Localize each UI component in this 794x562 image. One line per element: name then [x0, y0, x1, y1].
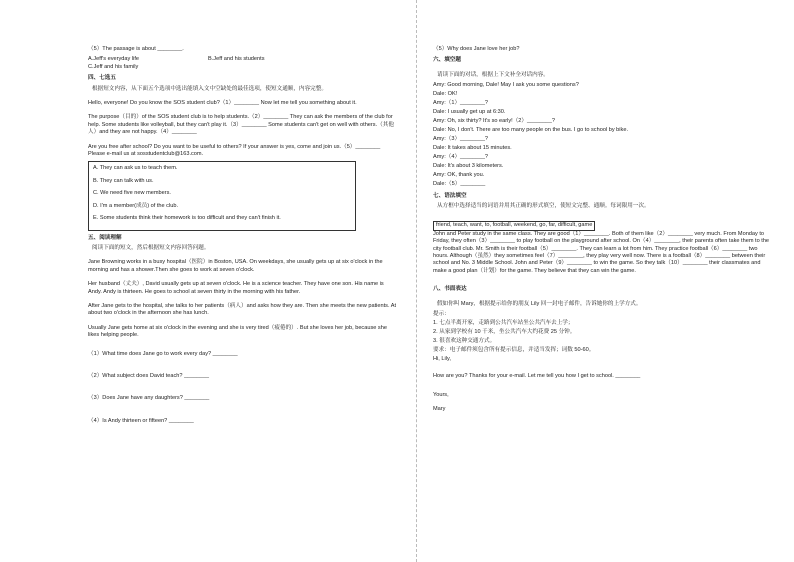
dialog-line: Dale: I usually get up at 6:30. — [433, 109, 506, 116]
writing-hints — [433, 311, 773, 363]
section-5-title: 五、阅读理解 — [88, 234, 122, 241]
letter-opening: How are you? Thanks for your e-mail. Let me tell you how I get to school. ________ — [433, 373, 641, 380]
right-column — [433, 46, 773, 416]
option-box-b: B. They can talk with us. — [93, 177, 154, 184]
options-box — [88, 161, 356, 230]
word-box: friend, teach, want, to, football, weekend, go, far, difficult, game — [433, 221, 595, 230]
option-a: A.Jeff's everyday life — [88, 56, 140, 63]
requirement: 要求：电子邮件须包含所有提示信息，并适当发挥；词数 50-60。 — [433, 347, 595, 354]
option-box-e: E. Some students think their homework is too difficult and they can't finish it. — [93, 215, 281, 222]
section-7-title: 七、语法填空 — [433, 192, 467, 199]
letter-signature: Mary — [433, 405, 446, 412]
reading-question-2: （2）What subject does David teach? ________ — [88, 372, 209, 379]
grammar-passage: John and Peter study in the same class. They are good（1）________. Both of them like（2）________ very much. From Monday to Friday, they often（3）________ to play football on the playground after school. On（4）________, their parents often take them to the city football club. Mr. Smith is their football（5）________. They can learn a lot from him. They practice football（6）________ two hours. Although（虽然）they sometimes feel（7）________, they play very well now. There is a football（8）________ between their school and No. 3 Middle School. John and Peter（9）________ to win the game. So they talk（10）________ their classmates and make a good plan（计划）for the game. They believe that they can win the game. — [433, 230, 770, 274]
hint-label: 提示： — [433, 311, 450, 318]
letter-greeting: Hi, Lily, — [433, 356, 451, 363]
dialog-line: Amy: Oh, six thirty? It's so early!（2）________? — [433, 118, 556, 125]
reading-paragraph-1: Jane Browning works in a busy hospital（医院）in Boston, USA. On weekdays, she usually gets up at six o'clock in the morning and has a shower.Then she goes to work at seven o'clock. — [88, 259, 383, 273]
section-4-instructions: 根据短文内容，从下面五个选项中选出能填入文中空缺处的最佳选项，使短文通顺，内容完整。 — [92, 85, 327, 92]
section-4-paragraph-2: The purpose（目的）of the SOS student club is to help students.（2）________ They can ask the members of the club for help. Some students like volleyball, but they can't play it.（3）________ Some students can't get on well with others.（其他人）and they are not happy.（4）________ — [88, 114, 394, 136]
section-6-instructions: 请读下面的对话，根据上下文补全对话内容。 — [437, 71, 549, 78]
option-box-d: D. I'm a member(成员) of the club. — [93, 202, 178, 209]
option-box-c: C. We need five new members. — [93, 190, 171, 197]
dialog-line: Dale: It's about 3 kilometers. — [433, 163, 504, 170]
left-column — [88, 46, 398, 428]
dialog-line: Amy: OK, thank you. — [433, 172, 485, 179]
reading-paragraph-4: Usually Jane gets home at six o'clock in the evening and she is very tired（疲倦的）. But she loves her job, because she likes helping people. — [88, 324, 387, 339]
dialog-line: Amy:（1）________? — [433, 100, 489, 107]
dialog-line: Dale:（5）________ — [433, 181, 486, 188]
reading-paragraph-3: After Jane gets to the hospital, she talks to her patients（病人）and asks how they are. Then she meets the new patients. At about two o'clock in the afternoon she has lunch. — [88, 302, 397, 317]
question-5: （5）The passage is about ________. — [88, 46, 184, 52]
section-5-instructions: 阅读下面的短文，然后根据短文内容回答问题。 — [92, 244, 210, 251]
option-b: B.Jeff and his students — [208, 56, 265, 63]
section-4-paragraph-3: Are you free after school? Do you want to be useful to others? If your answer is yes, come and join us.（5）________ Please e-mail us at sosstudentclub@163.com. — [88, 143, 381, 158]
dialog-line: Dale: OK! — [433, 91, 458, 98]
section-7-instructions: 从方框中选择适当的词语并用其正确的形式填空，使短文完整、通顺。每词限用一次。 — [437, 203, 650, 210]
dialog — [433, 82, 773, 188]
column-divider — [416, 0, 417, 562]
section-4-title: 四、七选五 — [88, 75, 116, 82]
reading-question-4: （4）Is Andy thirteen or fifteen? ________ — [88, 417, 194, 424]
dialog-line: Amy:（4）________? — [433, 154, 489, 161]
q5-options-row — [88, 56, 398, 63]
section-8-title: 八、书面表达 — [433, 286, 467, 293]
reading-question-5: （5）Why does Jane love her job? — [433, 46, 520, 52]
reading-paragraph-2: Her husband（丈夫）, David usually gets up at seven o'clock. He is a science teacher. They have one son. His name is Andy. Andy is thirteen. He goes to school at seven thirty in the morning with his father. — [88, 281, 384, 295]
option-c: C.Jeff and his family — [88, 63, 139, 70]
section-6-title: 六、填空题 — [433, 57, 461, 64]
hint-item: 3. 很喜欢这种交通方式。 — [433, 338, 496, 345]
reading-question-3: （3）Does Jane have any daughters? ________ — [88, 395, 210, 402]
dialog-line: Dale: No, I don't. There are too many people on the bus. I go to school by bike. — [433, 127, 628, 134]
hint-item: 2. 从家到学校有 10 千米，坐公共汽车大约花费 25 分钟。 — [433, 329, 576, 336]
hint-item: 1. 七点半离开家，走路到公共汽车站坐公共汽车去上学； — [433, 320, 574, 327]
dialog-line: Amy:（3）________? — [433, 136, 489, 143]
letter-closing: Yours, — [433, 391, 449, 398]
section-4-paragraph-1: Hello, everyone! Do you know the SOS student club?（1）________ Now let me tell you something about it. — [88, 100, 357, 107]
reading-question-1: （1）What time does Jane go to work every day? ________ — [88, 350, 238, 357]
option-box-a: A. They can ask us to teach them. — [93, 165, 178, 172]
section-8-instructions: 假如你叫 Mary，根据提示给你的朋友 Lily 回一封电子邮件，告诉她你的上学方式。 — [437, 300, 642, 307]
dialog-line: Dale: It takes about 15 minutes. — [433, 145, 512, 152]
dialog-line: Amy: Good morning, Dale! May I ask you some questions? — [433, 82, 579, 89]
